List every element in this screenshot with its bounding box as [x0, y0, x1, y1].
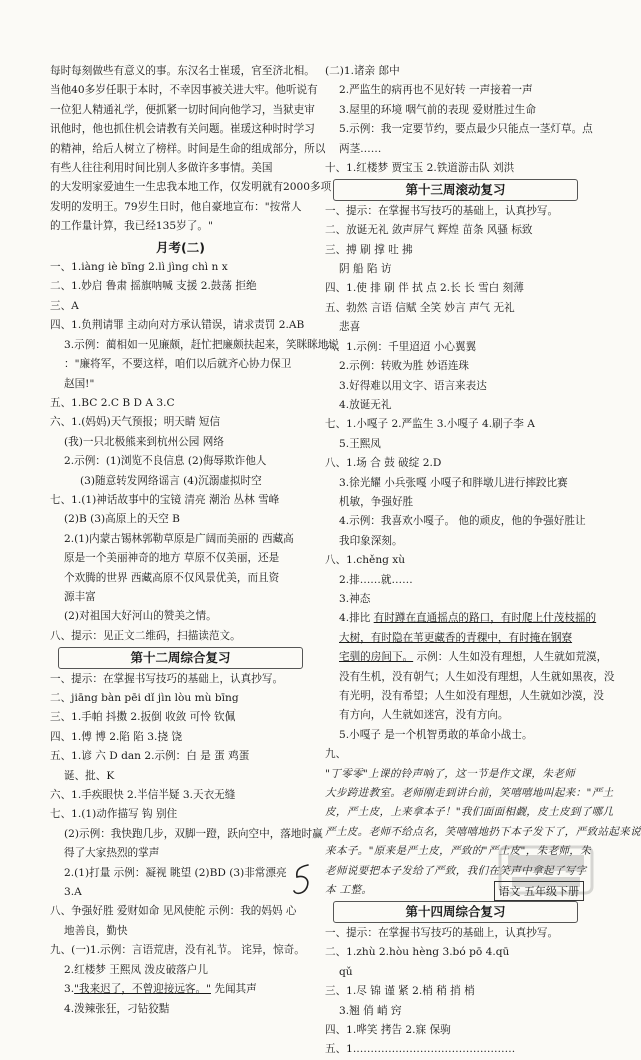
answer-line: (2)对祖国大好河山的赞美之情。: [64, 610, 217, 623]
answer-line: 四、1.傅 博 2.陷 陷 3.挠 饶: [50, 730, 182, 743]
answer-line: 五、1.………………………………………: [325, 1043, 516, 1056]
paragraph-line: 讯他时，他也抓住机会请教有关问题。崔瑗这种时时学习: [50, 123, 315, 136]
answer-line: 3.A: [64, 886, 82, 899]
answer-line: 八、1.场 合 鼓 破绽 2.D: [325, 457, 442, 470]
paragraph-line: 老师说要把本子发给了严致，我们在笑声中拿起了写字: [325, 864, 587, 877]
answer-line: 3.神态: [339, 592, 371, 605]
answer-line: 七、1.小嘎子 2.严监生 3.小嘎子 4.刷子李 A: [325, 418, 535, 431]
left-column: [50, 62, 339, 1060]
paragraph-line: 严土皮。老师不给点名，笑嘻嘻地扔下本子发下了，严致站起来说: [325, 825, 641, 838]
answer-line: 3."我来迟了，不曾迎接远客。" 先闻其声: [64, 983, 257, 996]
answer-line: 2.红楼梦 王熙凤 泼皮破落户儿: [64, 963, 208, 976]
answer-line: 两茎……: [339, 142, 382, 155]
answer-line: 3.徐光耀 小兵张嘎 小嘎子和胖墩儿进行摔跤比赛: [339, 476, 568, 489]
paragraph-line: 有些人往往利用时间比别人多做许多事情。美国: [50, 162, 273, 175]
answer-line: 五、1.BC 2.C B D A 3.C: [50, 396, 175, 409]
paragraph-line: 大步跨进教室。老师刚走到讲台前，笑嘻嘻地叫起来："严土: [325, 787, 614, 800]
paragraph-line: 每时每刻做些有意义的事。东汉名士崔瑗，官至济北相。: [50, 65, 315, 77]
section-heading: 月考(二): [156, 239, 205, 255]
answer-line: 4.示例：我喜欢小嘎子。 他的顽皮，他的争强好胜让: [339, 515, 586, 528]
section-heading: 第十二周综合复习: [58, 647, 303, 668]
answer-line: 赵国!": [64, 377, 95, 390]
answer-line: 我印象深刻。: [339, 534, 403, 547]
answer-line: 四、1.负荆请罪 主动向对方承认错误，请求责罚 2.AB: [50, 319, 305, 332]
answer-line: 阴 船 陷 访: [339, 263, 392, 276]
paragraph-line: 皮，严土皮，上来拿本子！"我们面面相觑，皮土皮到了哪几: [325, 806, 614, 819]
answer-line: 有光明，没有希望；人生如没有理想，人生就如沙漠，没: [339, 690, 604, 702]
answer-line: 四、1.使 排 刷 伴 拭 点 2.长 长 雪白 刻薄: [325, 282, 524, 295]
answer-line: 宅驯的房间下。 示例：人生如没有理想，人生就如荒漠，: [339, 651, 608, 664]
answer-line: 2.(1)内蒙古锡林郭勒草原是广阔而美丽的 西藏高: [64, 532, 294, 545]
answer-line: qǔ: [339, 965, 353, 978]
answer-line: 5.王熙凤: [339, 437, 381, 450]
paragraph-line: 来本子。"原来是严土皮，严致的"严土皮"，朱老师，朱: [325, 845, 592, 858]
subject-label: 语文 五年级下册: [494, 881, 585, 901]
answer-line: 2.排……就……: [339, 573, 413, 586]
answer-line: 5.小嘎子 是一个机智勇敢的革命小战士。: [339, 728, 533, 741]
answer-line: 5.示例：我一定要节约，要点最少只能点一茎灯草。点: [339, 123, 593, 136]
answer-line: 得了大家热烈的掌声: [64, 847, 160, 860]
answer-line: 九、(一)1.示例：言语荒唐，没有礼节。 诧异，惊奇。: [50, 944, 305, 957]
answer-line: (二)1.诸亲 郎中: [325, 65, 400, 77]
answer-line: 4.放诞无礼: [339, 398, 392, 411]
answer-line: 4.排比 有时蹲在直通摇点的路口，有时爬上什茂枝摇的: [339, 612, 597, 625]
answer-line: 悲喜: [339, 321, 361, 334]
handwritten-mark-icon: [290, 861, 314, 901]
answer-line: 三、A: [50, 299, 79, 312]
answer-line: 3.屋里的环境 咽气前的表现 爱财胜过生命: [339, 103, 536, 116]
answer-line: 三、1.手帕 抖擞 2.扳倒 收敛 可怜 钦佩: [50, 711, 236, 724]
answer-line: 大树，有时隐在苇更藏香的青稞中，有时掩在钢寮: [339, 631, 573, 644]
answer-line: 二、1.妙启 鲁肃 摇旗呐喊 支援 2.鼓荡 拒绝: [50, 280, 257, 293]
answer-line: 八、1.chěng xù: [325, 554, 406, 567]
answer-line: 地善良，勤快: [64, 924, 128, 937]
answer-line: 三、1.尽 锦 谨 紧 2.梢 稍 捎 梢: [325, 985, 475, 998]
answer-line: 七、1.(1)动作描写 钩 别住: [50, 808, 178, 821]
paragraph-line: 发明的发明王。79岁生日时，他自豪地宣布："按常人: [50, 200, 302, 213]
right-column: [325, 62, 641, 1060]
answer-line: 原是一个美丽神奇的地方 草原不仅美丽，还是: [64, 552, 280, 565]
answer-line: 六、1.示例：千里迢迢 小心翼翼: [325, 340, 477, 353]
answer-line: 七、1.(1)神话故事中的宝镜 清亮 潮治 丛林 雪峰: [50, 493, 280, 506]
answer-line: 九、: [325, 748, 347, 761]
paragraph-line: 当他40多岁任职于本时，不幸因事被关进大牢。他听说有: [50, 84, 318, 97]
answer-line: 一、提示：在掌握书写技巧的基础上，认真抄写。: [50, 672, 284, 685]
paragraph-line: 的精神，给后人树立了榜样。时间是生命的组成部分，所以: [50, 142, 326, 155]
section-heading: 第十四周综合复习: [333, 901, 578, 922]
answer-line: 五、勃然 言语 信赋 全笑 妙言 声气 无礼: [325, 301, 515, 314]
answer-line: ："廉将军，不要这样，咱们以后就齐心协力保卫: [64, 358, 292, 371]
answer-line: 有方向，人生就如迷宫，没有方向。: [339, 709, 509, 722]
paragraph-line: 的大发明家爱迪生一生忠我本地工作，仅发明就有2000多项: [50, 181, 332, 194]
answer-line: 2.示例：转败为胜 妙语连珠: [339, 360, 470, 373]
paragraph-line: "丁零零"上课的铃声响了，这一节是作文课，朱老师: [325, 767, 576, 780]
answer-line: 2.示例：(1)浏览不良信息 (2)侮辱欺诈他人: [64, 455, 267, 468]
answer-line: 3.示例：蔺相如一见廉颇，赶忙把廉颇扶起来，笑眯眯地说: [64, 338, 339, 351]
answer-line: 3.翘 俏 峭 窍: [339, 1004, 402, 1017]
answer-line: 没有生机，没有朝气；人生如没有理想，人生就如黑夜，没: [339, 670, 615, 683]
paragraph-line: 的工作量计算，我已经135岁了。": [50, 220, 213, 233]
answer-line: 十、1.红楼梦 贾宝玉 2.铁道游击队 刘洪: [325, 162, 515, 175]
answer-line: 源丰富: [64, 590, 96, 603]
answer-line: 机敏，争强好胜: [339, 495, 414, 508]
answer-line: 3.好得难以用文字、语言来表达: [339, 379, 487, 392]
answer-line: 4.泼辣张狂，刁钻狡黠: [64, 1002, 170, 1015]
answer-line: 诞、批、K: [64, 769, 115, 782]
answer-line: 一、1.iàng iè bīng 2.lì jìng chì n x: [50, 261, 228, 274]
answer-line: 2.(1)打量 示例：凝视 眺望 (2)BD (3)非常漂亮: [64, 866, 287, 879]
answer-line: 一、提示：在掌握书写技巧的基础上，认真抄写。: [325, 204, 559, 217]
answer-line: 个欢腾的世界 西藏高原不仅风景优美，而且资: [64, 571, 280, 584]
answer-line: 二、jiāng bàn pēi dǐ jìn lòu mù bīng: [50, 692, 239, 704]
answer-line: 二、放诞无礼 敛声屏气 辉煌 苗条 风骚 标致: [325, 224, 533, 237]
answer-line: 三、搏 刷 撑 吐 拂: [325, 243, 413, 256]
answer-line: 八、提示：见正文二维码，扫描读范文。: [50, 629, 241, 642]
answer-line: 五、1.谚 六 D dan 2.示例：白 是 蛋 鸡蛋: [50, 750, 250, 763]
answer-line: 八、争强好胜 爱财如命 见风使舵 示例：我的妈妈 心: [50, 905, 297, 918]
answer-line: 四、1.哗笑 拷告 2.寐 保驹: [325, 1023, 451, 1036]
answer-line: (我)一只北极熊来到杭州公园 网络: [64, 435, 224, 448]
answer-line: 二、1.zhù 2.hòu hèng 3.bó pō 4.qū: [325, 946, 510, 959]
answer-line: 2.严监生的病再也不见好转 一声接着一声: [339, 84, 533, 97]
section-heading: 第十三周滚动复习: [333, 179, 578, 200]
two-column-body: [50, 62, 641, 1060]
answer-line: 六、1.手疾眼快 2.半信半疑 3.天衣无缝: [50, 789, 236, 802]
answer-line: 一、提示：在掌握书写技巧的基础上，认真抄写。: [325, 926, 559, 939]
paragraph-line: 一位犯人精通礼学，便抓紧一切时间向他学习，当狱吏审: [50, 103, 315, 116]
answer-line: (2)B (3)高原上的天空 B: [64, 513, 180, 526]
answer-line: (3)随意转发网络谣言 (4)沉溺虚拟时空: [80, 474, 262, 487]
answer-line: 六、1.(妈妈)天气预报；明天睛 短信: [50, 416, 221, 429]
paragraph-line: 本 工整。: [325, 884, 373, 897]
answer-line: (2)示例：我快跑几步，双脚一蹬，跃向空中，落地时赢: [64, 827, 323, 840]
